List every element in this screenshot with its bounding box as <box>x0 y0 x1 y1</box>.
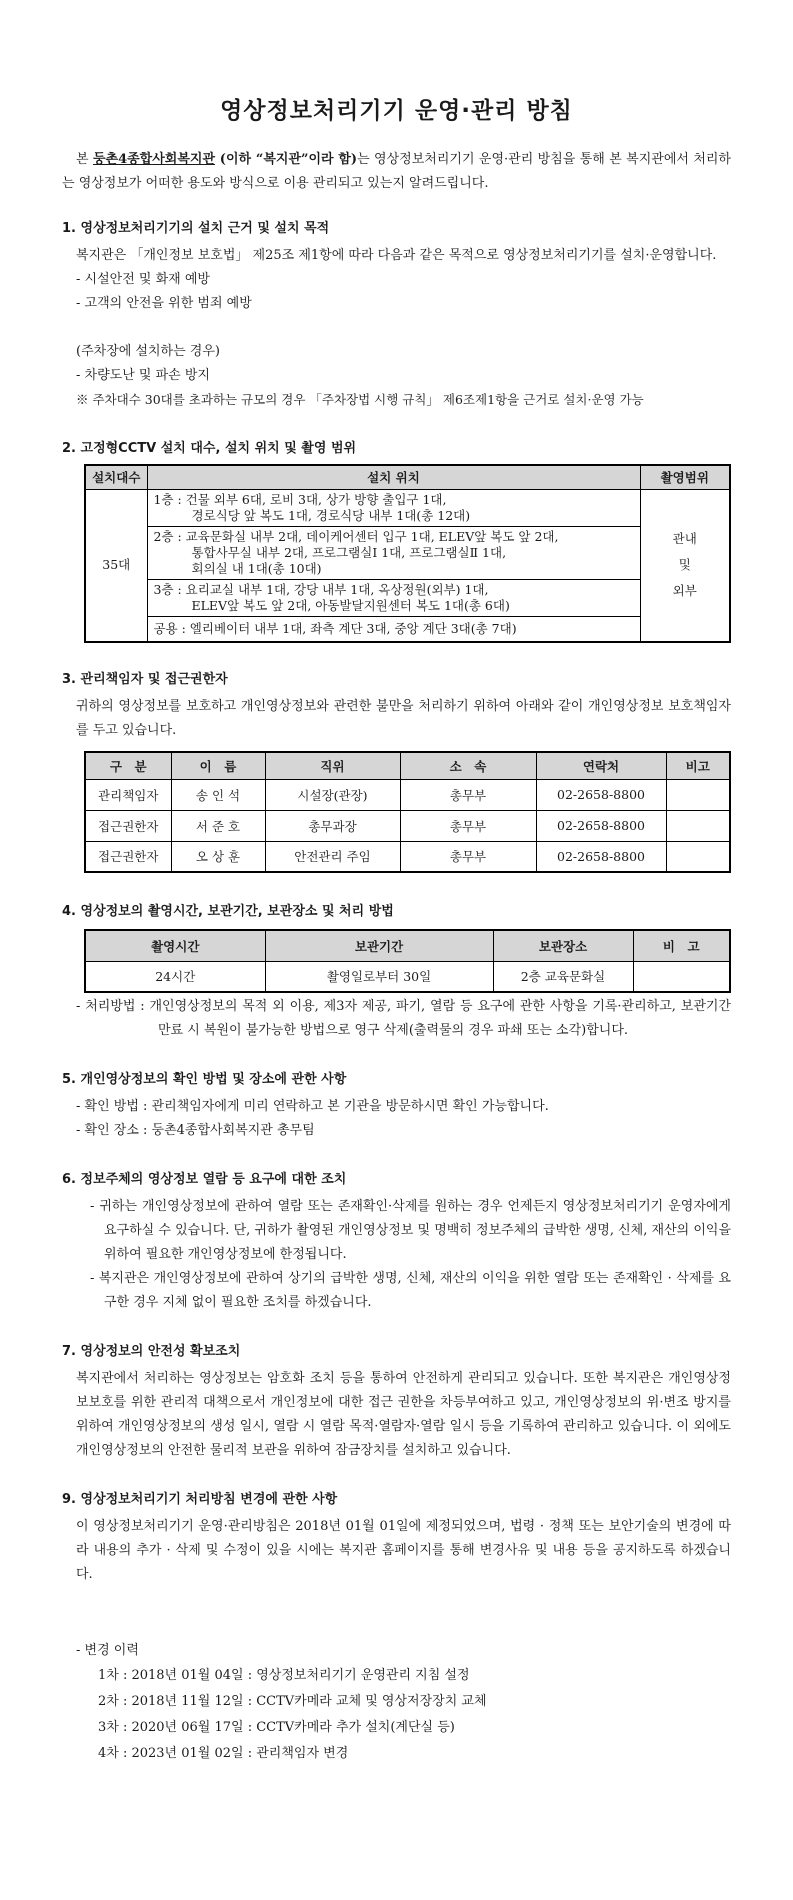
retention-table-header: 보관장소 <box>493 930 633 961</box>
table-cell: 송 인 석 <box>171 779 265 810</box>
table-cell: 안전관리 주임 <box>265 841 400 872</box>
table-cell: 촬영일로부터 30일 <box>265 961 493 992</box>
section-3-heading: 3. 관리책임자 및 접근권한자 <box>62 672 228 687</box>
intro-org: 둥촌4종합사회복지관 <box>92 152 216 167</box>
table-row <box>85 779 730 810</box>
cctv-table-header: 설치 위치 <box>147 465 640 489</box>
location-line: 2층 : 교육문화실 내부 2대, 데이케어센터 입구 1대, ELEV앞 복도 앞 2대, <box>153 528 559 544</box>
list-item: 4차 : 2023년 01월 02일 : 관리책임자 변경 <box>98 1746 349 1761</box>
location-line: 경로식당 앞 복도 1대, 경로식당 내부 1대(총 12대) <box>191 507 471 523</box>
section-2-heading: 2. 고정형CCTV 설치 대수, 설치 위치 및 촬영 범위 <box>62 441 357 456</box>
cctv-location-common <box>147 616 640 642</box>
table-row <box>85 961 730 992</box>
manager-table-header: 이 름 <box>171 752 265 779</box>
location-line: 1층 : 건물 외부 6대, 로비 3대, 상가 방향 출입구 1대, <box>153 491 447 507</box>
section-7-text: 복지관에서 처리하는 영상정보는 암호화 조치 등을 통하여 안전하게 관리되고 있습니다. 또한 복지관은 개인영상정보보호를 위한 관리적 대책으로서 개인정보에 대한 접근 권한을 차등부여하고 있고, 개인영상정보의 위·변조 방지를 위하여 개인영상정보의 생성 일시, 열람 시 열람 목적·열람자·열람 일시 등을 기록하여 관리하고 있습니다. 이 외에도 개인영상정보의 안전한 물리적 보관을 위하여 잠금장치를 설치하고 있습니다. <box>76 1371 731 1458</box>
manager-table-header: 구 분 <box>85 752 171 779</box>
cctv-table-header: 촬영범위 <box>640 465 730 489</box>
cctv-count: 35대 <box>85 489 147 642</box>
table-cell: 총무부 <box>400 841 536 872</box>
section-1-parking-item: - 차량도난 및 파손 방지 <box>76 368 210 383</box>
list-item: 3차 : 2020년 06월 17일 : CCTV카메라 추가 설치(계단실 등) <box>98 1720 455 1735</box>
table-cell <box>633 961 730 992</box>
cctv-location-floor2 <box>147 526 640 579</box>
section-5-item: - 확인 방법 : 관리책임자에게 미리 연락하고 본 기관을 방문하시면 확인 가능합니다. <box>76 1099 549 1114</box>
list-item: 2차 : 2018년 11월 12일 : CCTV카메라 교체 및 영상저장장치 교체 <box>98 1694 487 1709</box>
retention-table-header: 촬영시간 <box>85 930 265 961</box>
section-3-text: 귀하의 영상정보를 보호하고 개인영상정보와 관련한 불만을 처리하기 위하여 아래와 같이 개인영상정보 보호책임자를 두고 있습니다. <box>76 699 731 738</box>
range-line: 관내 <box>672 531 697 547</box>
section-7-heading: 7. 영상정보의 안전성 확보조치 <box>62 1344 241 1359</box>
retention-table-header: 비 고 <box>633 930 730 961</box>
manager-table-header: 직위 <box>265 752 400 779</box>
table-cell: 02-2658-8800 <box>536 810 666 841</box>
table-cell <box>666 841 730 872</box>
table-cell: 2층 교육문화실 <box>493 961 633 992</box>
table-row <box>85 841 730 872</box>
location-line: 통합사무실 내부 2대, 프로그램실Ⅰ 1대, 프로그램실Ⅱ 1대, <box>191 544 507 560</box>
table-cell: 서 준 호 <box>171 810 265 841</box>
table-cell: 시설장(관장) <box>265 779 400 810</box>
intro-rest: 는 영상정보처리기기 운영·관리 방침을 통해 본 복지관에서 처리하는 영상정보가 어떠한 용도와 방식으로 이용 관리되고 있는지 알려드립니다. <box>62 152 731 191</box>
section-1-item: - 시설안전 및 화재 예방 <box>76 272 210 287</box>
table-cell: 관리책임자 <box>85 779 171 810</box>
section-6-item: - 복지관은 개인영상정보에 관하여 상기의 급박한 생명, 신체, 재산의 이익을 위한 열람 또는 존재확인 · 삭제를 요구한 경우 지체 없이 필요한 조치를 하겠습니다. <box>90 1271 731 1310</box>
section-1-item: - 고객의 안전을 위한 범죄 예방 <box>76 296 252 311</box>
section-4-heading: 4. 영상정보의 촬영시간, 보관기간, 보관장소 및 처리 방법 <box>62 904 394 919</box>
intro-paragraph <box>62 148 731 196</box>
page-title: 영상정보처리기기 운영·관리 방침 <box>220 98 573 124</box>
section-1-parking-label: (주차장에 설치하는 경우) <box>76 344 220 359</box>
table-row <box>85 810 730 841</box>
manager-table-header: 비고 <box>666 752 730 779</box>
cctv-table-header: 설치대수 <box>85 465 147 489</box>
table-cell: 총무부 <box>400 779 536 810</box>
section-9-heading: 9. 영상정보처리기기 처리방침 변경에 관한 사항 <box>62 1492 338 1507</box>
section-9-text: 이 영상정보처리기기 운영·관리방침은 2018년 01월 01일에 제정되었으며, 법령 · 정책 또는 보안기술의 변경에 따라 내용의 추가 · 삭제 및 수정이 있을 시에는 복지관 홈페이지를 통해 변경사유 및 내용 등을 공지하도록 하겠습니다. <box>76 1519 731 1582</box>
table-cell: 총무과장 <box>265 810 400 841</box>
cctv-range <box>640 489 730 642</box>
cctv-location-floor3 <box>147 579 640 616</box>
change-history <box>62 1639 731 1767</box>
list-item: 1차 : 2018년 01월 04일 : 영상정보처리기기 운영관리 지침 설정 <box>98 1668 470 1683</box>
section-1-note: ※ 주차대수 30대를 초과하는 규모의 경우 「주차장법 시행 규칙」 제6조제1항을 근거로 설치·운영 가능 <box>76 392 644 407</box>
table-cell: 접근권한자 <box>85 810 171 841</box>
location-line: 3층 : 요리교실 내부 1대, 강당 내부 1대, 옥상정원(외부) 1대, <box>153 581 489 597</box>
range-line: 외부 <box>672 583 697 599</box>
table-cell: 02-2658-8800 <box>536 779 666 810</box>
table-cell: 24시간 <box>85 961 265 992</box>
table-cell <box>666 810 730 841</box>
table-cell: 02-2658-8800 <box>536 841 666 872</box>
table-cell <box>666 779 730 810</box>
section-1-text: 복지관은 「개인정보 보호법」 제25조 제1항에 따라 다음과 같은 목적으로 영상정보처리기기를 설치·운영합니다. <box>76 248 717 263</box>
section-5-item: - 확인 장소 : 둥촌4종합사회복지관 총무팀 <box>76 1123 315 1138</box>
manager-table-header: 연락처 <box>536 752 666 779</box>
section-6-heading: 6. 정보주체의 영상정보 열람 등 요구에 대한 조치 <box>62 1172 347 1187</box>
table-cell: 오 상 훈 <box>171 841 265 872</box>
section-6-item: - 귀하는 개인영상정보에 관하여 열람 또는 존재확인·삭제를 원하는 경우 언제든지 영상정보처리기기 운영자에게 요구하실 수 있습니다. 단, 귀하가 촬영된 개인영상정보 및 명백히 정보주체의 급박한 생명, 신체, 재산의 이익을 위하여 필요한 개인영상정보에 한정됩니다. <box>90 1199 731 1262</box>
table-cell: 접근권한자 <box>85 841 171 872</box>
location-line: 공용 : 엘리베이터 내부 1대, 좌측 계단 3대, 중앙 계단 3대(총 7대) <box>153 620 517 636</box>
intro-prefix: 본 <box>76 152 93 167</box>
manager-table <box>84 751 731 873</box>
section-4-method: - 처리방법 : 개인영상정보의 목적 외 이용, 제3자 제공, 파기, 열람 등 요구에 관한 사항을 기록·관리하고, 보관기간 만료 시 복원이 불가능한 방법으로 영구 삭제(출력물의 경우 파쇄 또는 소각)합니다. <box>76 999 731 1038</box>
cctv-table <box>84 464 731 643</box>
table-cell: 총무부 <box>400 810 536 841</box>
change-history-heading: - 변경 이력 <box>76 1643 139 1658</box>
section-5-heading: 5. 개인영상정보의 확인 방법 및 장소에 관한 사항 <box>62 1072 347 1087</box>
location-line: ELEV앞 복도 앞 2대, 아동발달지원센터 복도 1대(총 6대) <box>191 597 510 613</box>
section-1-heading: 1. 영상정보처리기기의 설치 근거 및 설치 목적 <box>62 221 330 236</box>
intro-alias: (이하 “복지관”이라 함) <box>215 152 358 167</box>
retention-table <box>84 929 731 993</box>
range-line: 및 <box>678 557 691 573</box>
cctv-location-floor1 <box>147 489 640 526</box>
manager-table-header: 소 속 <box>400 752 536 779</box>
retention-table-header: 보관기간 <box>265 930 493 961</box>
location-line: 회의실 내 1대(총 10대) <box>191 560 322 576</box>
